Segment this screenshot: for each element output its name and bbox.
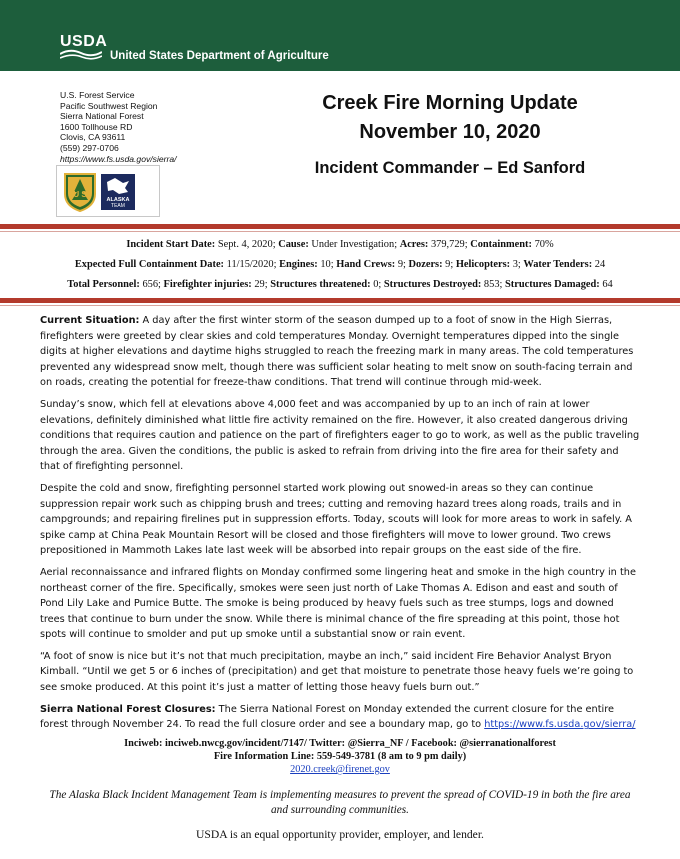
shield-text: U S bbox=[73, 190, 87, 199]
contact-info bbox=[40, 737, 640, 776]
address-line: Sierra National Forest bbox=[60, 111, 144, 122]
paragraph-repair-work: Despite the cold and snow, firefighting personnel started work plowing out snowed-in areas so they can continue suppression repair work such as chipping brush and trees; cutting and removing hazard trees along roads, trails and in campgrounds; and repairing firelines put in suppression efforts. Today, scouts will look for more areas to work in safely. A spike camp at China Peak Mountain Resort will be closed and those firefighters will move to lower ground. Two crews prepositioned in Mammoth Lakes late last week will be absorbed into repair groups on the east side of the fire. bbox=[40, 482, 632, 557]
stat-label: Engines: bbox=[279, 259, 318, 270]
stat-label: Expected Full Containment Date: bbox=[74, 259, 225, 270]
stat-value: Under Investigation; bbox=[308, 239, 400, 250]
paragraph-current-situation bbox=[40, 313, 640, 391]
equal-opportunity-statement: USDA is an equal opportunity provider, employer, and lender. bbox=[196, 828, 484, 841]
stat-value: 24 bbox=[592, 259, 606, 270]
agency-logos bbox=[56, 165, 160, 217]
paragraph-quote: “A foot of snow is nice but it’s not that much precipitation, maybe an inch,” said incident Fire Behavior Analyst Bryon Kimball. “Until we get 5 or 6 inches of (precipitation) and get that moisture to penetrate those heavy fuels we’re going to see smoke produced. At this point it’s just a matter of letting those heavy fuels burn out.” bbox=[40, 650, 634, 694]
divider-middle bbox=[0, 298, 680, 303]
paragraph-lead: Current Situation: bbox=[40, 315, 140, 326]
stat-value: 9; bbox=[395, 259, 409, 270]
usda-logo bbox=[60, 33, 108, 60]
stat-value: 10; bbox=[317, 259, 337, 270]
stat-value: 64 bbox=[599, 279, 613, 290]
stat-value: 11/15/2020; bbox=[224, 259, 280, 270]
address-line: Clovis, CA 93611 bbox=[60, 132, 126, 143]
stat-label: Total Personnel: bbox=[67, 279, 140, 290]
paragraph-snow: Sunday’s snow, which fell at elevations above 4,000 feet and was accompanied by up to an inch of rain at lower elevations, definitely diminished what little fire activity remained on the fire. However, it also created dangerous driving conditions that requires caution and patience on the part of firefighters eager to go to work, as well as the public traveling through the area. Given the conditions, the public is asked to refrain from driving into the fire area for their safety and that of firefighting personnel. bbox=[40, 398, 640, 473]
stat-value: 656; bbox=[139, 279, 164, 290]
stat-label: Firefighter injuries: bbox=[163, 279, 252, 290]
usda-logo-swoosh-icon bbox=[60, 48, 102, 60]
stat-value: 379,729; bbox=[428, 239, 471, 250]
update-date: November 10, 2020 bbox=[359, 121, 541, 143]
alaska-badge-team-text: TEAM bbox=[111, 203, 125, 209]
stat-value: 9; bbox=[442, 259, 456, 270]
stat-label: Structures Destroyed: bbox=[383, 279, 482, 290]
address-line: Pacific Southwest Region bbox=[60, 100, 158, 111]
paragraph-text: The Sierra National Forest on Monday extended the current closure for the entire forest through November 24. To read the full closure order and see a boundary map, go to bbox=[40, 703, 615, 731]
fire-info-line: Fire Information Line: 559-549-3781 (8 am to 9 pm daily) bbox=[213, 751, 467, 762]
stat-value: 0; bbox=[370, 279, 384, 290]
stat-label: Incident Start Date: bbox=[126, 239, 216, 250]
forest-service-shield-icon bbox=[63, 172, 97, 212]
stat-value: 3; bbox=[510, 259, 524, 270]
title-block bbox=[270, 89, 630, 179]
divider-top bbox=[0, 224, 680, 229]
stat-label: Hand Crews: bbox=[336, 259, 396, 270]
stat-label: Structures Damaged: bbox=[505, 279, 600, 290]
address-block bbox=[60, 90, 177, 164]
address-line: U.S. Forest Service bbox=[60, 90, 135, 100]
stats-row-1 bbox=[20, 235, 660, 255]
stat-label: Helicopters: bbox=[455, 259, 511, 270]
paragraph-aerial-recon: Aerial reconnaissance and infrared flights on Monday confirmed some lingering heat and smoke in the high country in the northeast corner of the fire. Specifically, smokes were seen just north of Lake Thomas A. Edison and east and south of Pond Lily Lake and Pumice Butte. The smoke is being produced by heavy fuels such as tree stumps, logs and downed trees that continue to burn under the snow. While there is minimal chance of the fire spreading at this point, those hot spots will continue to smolder and put up smoke until a substantial snow or rain event. bbox=[40, 566, 636, 641]
usda-logo-text: USDA bbox=[60, 33, 108, 50]
covid-notice: The Alaska Black Incident Management Team is implementing measures to prevent the spread of COVID-19 in both the fire area and surrounding communities. bbox=[49, 789, 631, 816]
stats-row-2 bbox=[20, 255, 660, 275]
address-line: 1600 Tollhouse RD bbox=[60, 121, 133, 132]
social-links: Inciweb: inciweb.nwcg.gov/incident/7147/ Twitter: @Sierra_NF / Facebook: @sierranationalforest bbox=[124, 738, 556, 749]
department-name: United States Department of Agriculture bbox=[110, 50, 329, 62]
stat-label: Dozers: bbox=[408, 259, 443, 270]
stat-value: 853; bbox=[481, 279, 505, 290]
forest-url-link[interactable]: https://www.fs.usda.gov/sierra/ bbox=[60, 153, 177, 164]
stat-value: Sept. 4, 2020; bbox=[215, 239, 279, 250]
stat-value: 70% bbox=[531, 239, 554, 250]
stat-label: Cause: bbox=[278, 239, 309, 250]
email-link[interactable]: 2020.creek@firenet.gov bbox=[290, 764, 390, 775]
stat-label: Water Tenders: bbox=[523, 259, 593, 270]
closure-order-link[interactable]: https://www.fs.usda.gov/sierra/ bbox=[484, 719, 636, 731]
incident-stats bbox=[20, 235, 660, 295]
divider-middle-thin bbox=[0, 305, 680, 306]
stat-label: Acres: bbox=[399, 239, 429, 250]
paragraph-lead: Sierra National Forest Closures: bbox=[40, 703, 216, 715]
paragraph-text: A day after the first winter storm of the season dumped up to a foot of snow in the High Sierras, firefighters were greeted by clear skies and cold temperatures Monday. Overnight temperatures dipped into the single digits at higher elevations and daytime highs struggled to reach the freezing mark in many areas. The cold temperatures prevented any widespread snow melt, though there was sufficient solar heating to melt snow on south-facing terrain and on roads, creating the potential for freeze-thaw conditions. That trend will continue through mid-week. bbox=[40, 315, 634, 389]
usda-header-banner bbox=[0, 0, 680, 71]
alaska-team-badge-icon bbox=[101, 174, 135, 210]
update-body bbox=[40, 313, 640, 739]
alaska-badge-text: ALASKA bbox=[106, 197, 130, 203]
incident-commander: Incident Commander – Ed Sanford bbox=[314, 159, 586, 177]
phone-number: (559) 297-0706 bbox=[60, 142, 119, 153]
stat-label: Containment: bbox=[470, 239, 532, 250]
stat-value: 29; bbox=[251, 279, 271, 290]
page-title: Creek Fire Morning Update bbox=[322, 92, 578, 114]
stats-row-3 bbox=[20, 275, 660, 295]
divider-top-thin bbox=[0, 231, 680, 232]
stat-label: Structures threatened: bbox=[270, 279, 371, 290]
paragraph-closures bbox=[40, 702, 640, 733]
